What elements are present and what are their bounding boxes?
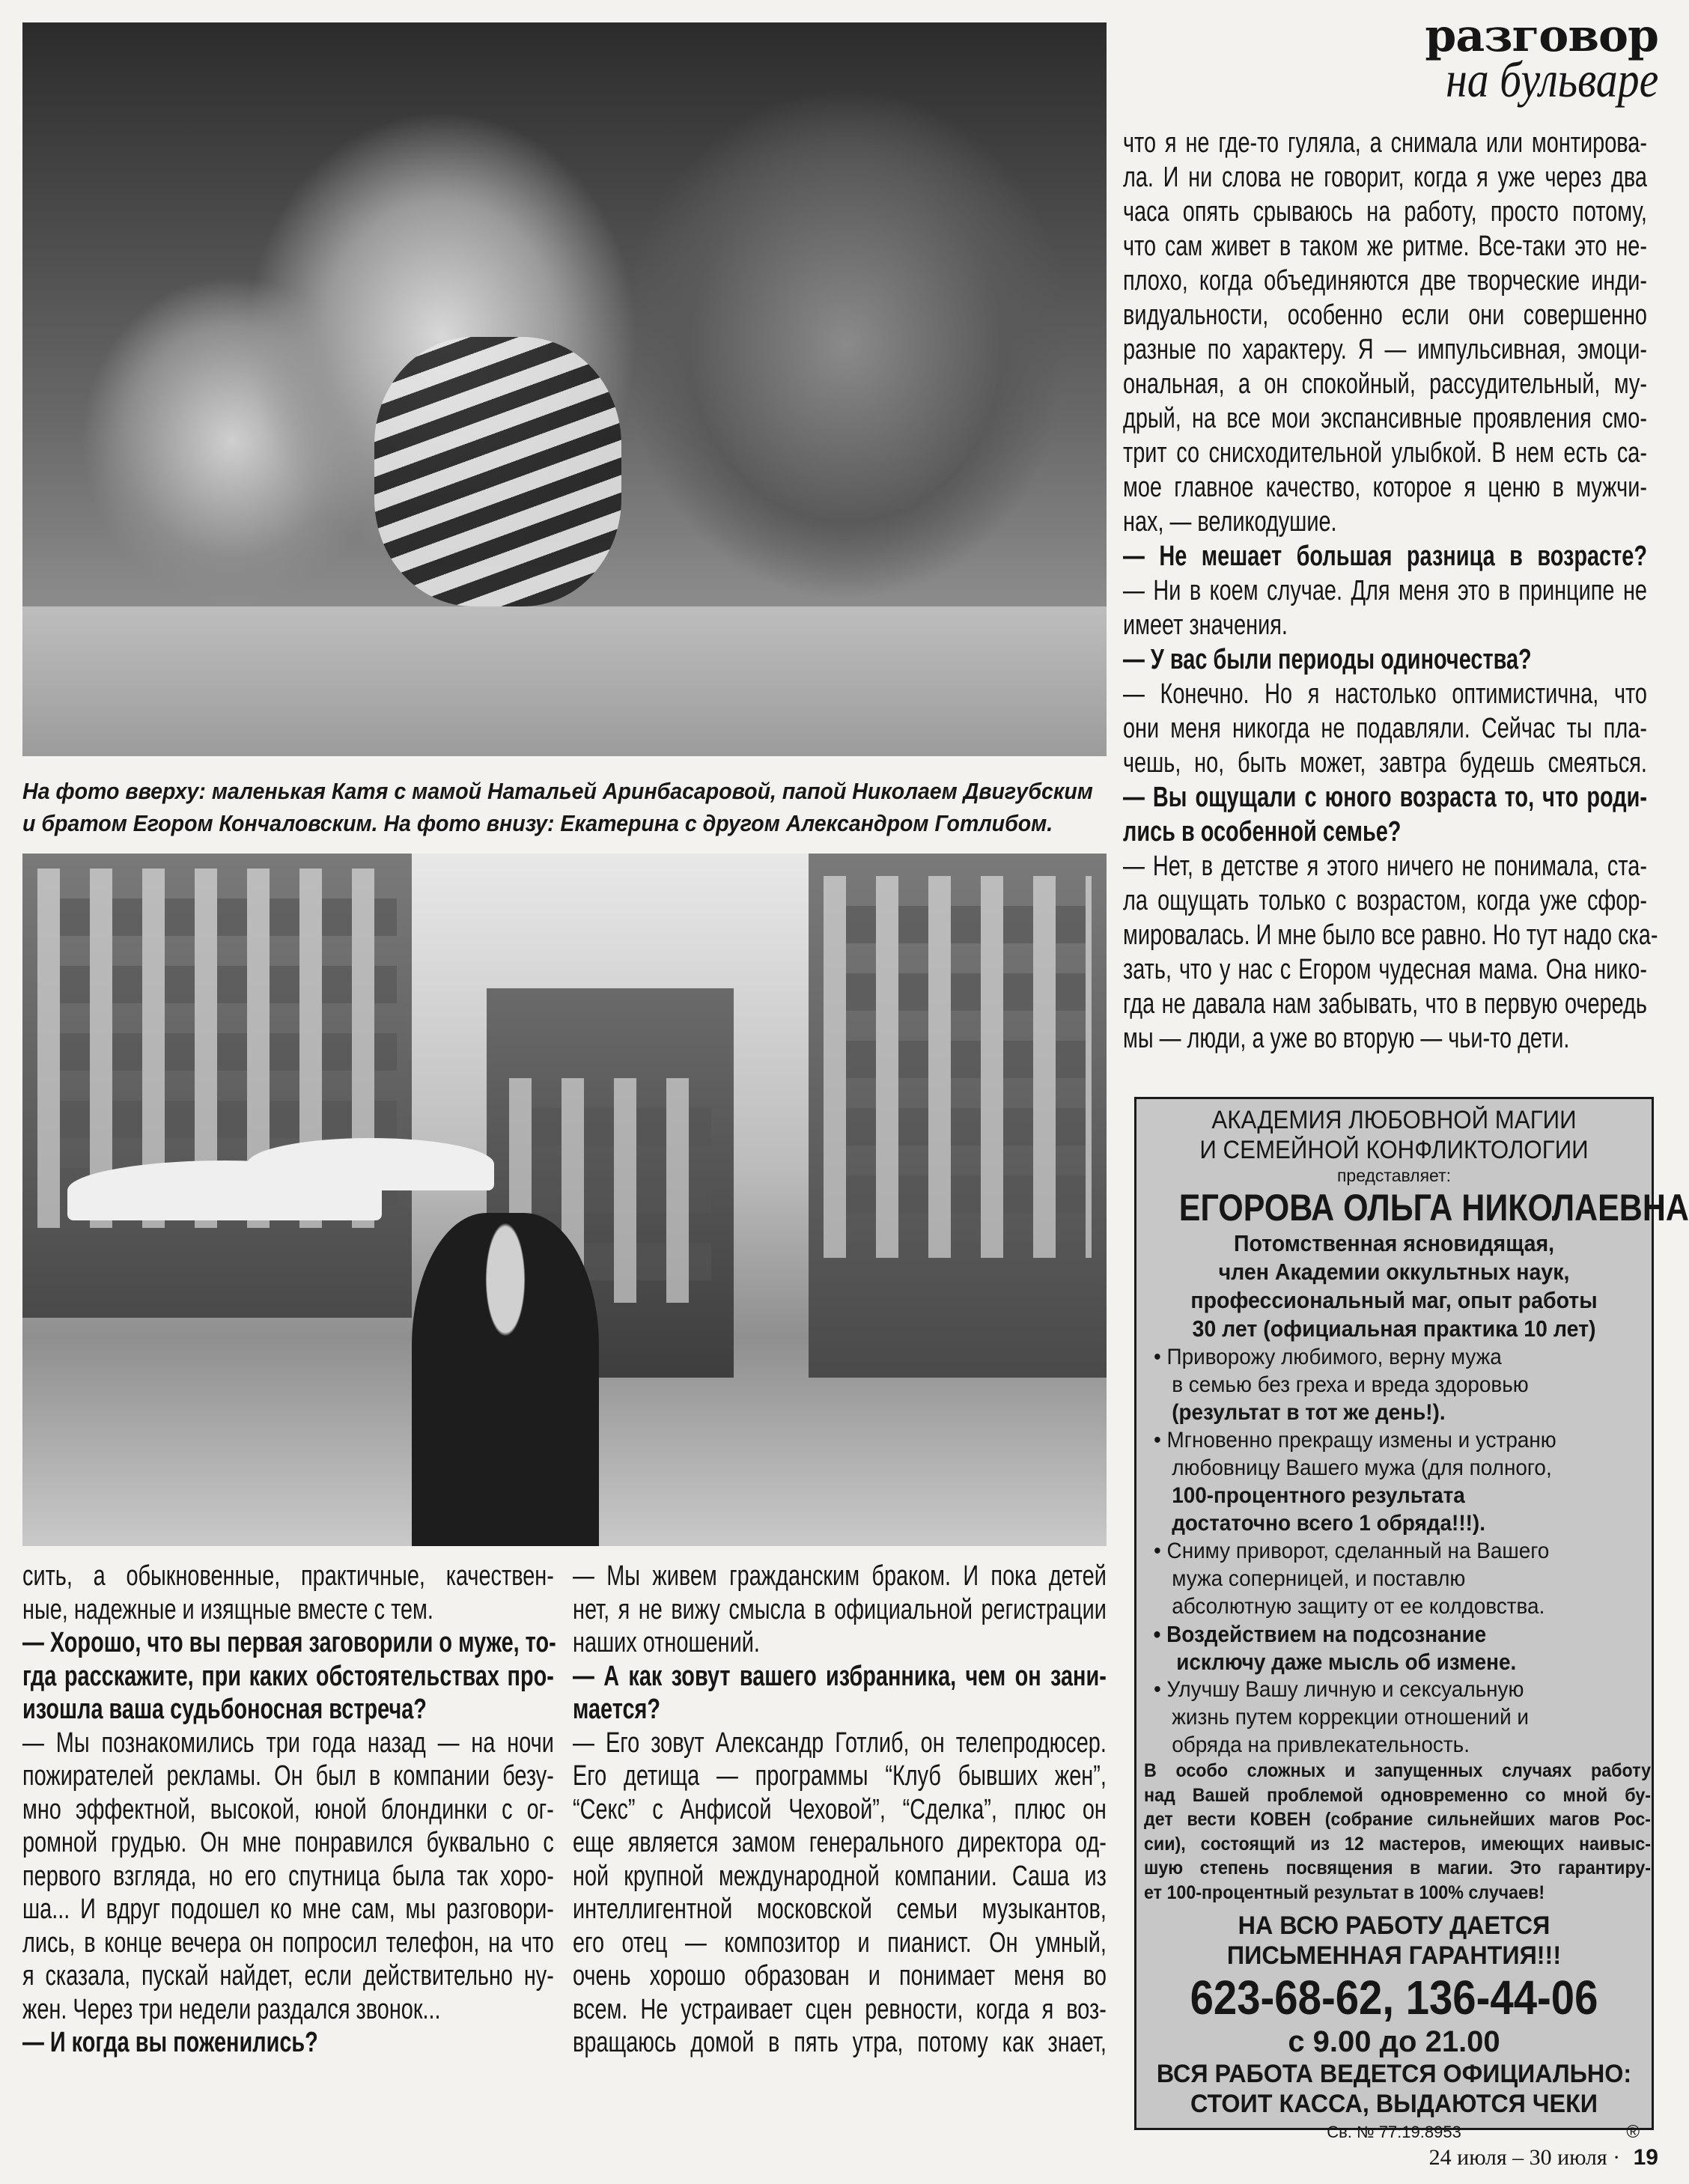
rubric-title: разговор [1425, 10, 1658, 62]
interview-question-line: — Вы ощущали с юного возраста то, что роди- [1123, 782, 1647, 813]
ad-bullet: мужа соперницей, и поставлю [1172, 1566, 1466, 1591]
article-text-line: дрый, на все мои экспансивные проявления смо- [1123, 403, 1647, 434]
ad-official: ВСЯ РАБОТА ВЕДЕТСЯ ОФИЦИАЛЬНО: [1156, 2060, 1632, 2088]
ad-registration-number: Св. № 77:19:8953 [1327, 2123, 1461, 2141]
section-rubric [1408, 10, 1658, 108]
rubric-subtitle: на бульваре [1445, 51, 1658, 108]
article-text-line: первого взгляда, но его спутница была так хоро- [22, 1860, 554, 1892]
ad-bullet: абсолютную защиту от ее колдовства. [1172, 1594, 1545, 1619]
article-text-line: — Конечно. Но я настолько оптимистична, что [1123, 678, 1647, 710]
registered-mark-icon: ® [1626, 2122, 1640, 2142]
issue-dates: 24 июля – 30 июля [1428, 2145, 1607, 2170]
ad-presents: представляет: [1336, 1166, 1452, 1185]
article-text-line: лись, в конце вечера он попросил телефон, на что [22, 1926, 554, 1959]
ad-paragraph: шую степень посвящения в магии. Это гарантиру- [1144, 1858, 1652, 1879]
photo-caption [22, 775, 1107, 839]
article-text-line: — Нет, в детстве я этого ничего не понимала, ста- [1123, 851, 1647, 882]
ad-official: СТОИТ КАССА, ВЫДАЮТСЯ ЧЕКИ [1190, 2090, 1598, 2118]
interview-question-line: лись в особенной семье? [1123, 816, 1402, 848]
ad-title: И СЕМЕЙНОЙ КОНФЛИКТОЛОГИИ [1199, 1136, 1589, 1164]
caption-line: На фото вверху: маленькая Катя с мамой Натальей Аринбасаровой, папой Николаем Двигубским [22, 778, 1093, 804]
article-column-left [22, 1560, 554, 2060]
ad-bullet: • Мгновенно прекращу измены и устраню [1154, 1428, 1556, 1453]
article-column-middle [573, 1560, 1107, 2060]
article-text-line: жен. Через три недели раздался звонок... [22, 1993, 441, 2025]
article-text-line: интеллигентной московской семьи музыкантов, [573, 1893, 1107, 1925]
article-text-line: что сам живет в таком же ритме. Все-таки это не- [1123, 231, 1647, 262]
article-text-line: мировалась. И мне было все равно. Но тут надо ска- [1123, 919, 1658, 951]
article-text-line: ные, надежные и изящные вместе с тем. [22, 1593, 433, 1625]
article-text-line: пожирателей рекламы. Он был в компании безу- [22, 1760, 554, 1792]
ad-bullet: достаточно всего 1 обряда!!!). [1172, 1511, 1485, 1536]
ad-bullet: 100-процентного результата [1172, 1483, 1465, 1508]
ad-registration [1144, 2119, 1644, 2146]
photo-floor [22, 606, 1107, 756]
page-number: 19 [1633, 2145, 1658, 2170]
ad-intro: член Академии оккультных наук, [1218, 1259, 1570, 1285]
article-text-line: зать, что у нас с Егором чудесная мама. Она нико- [1123, 954, 1647, 985]
ad-bullet: обряда на привлекательность. [1172, 1733, 1470, 1757]
article-text-line: наших отношений. [573, 1627, 760, 1658]
article-text-line: разные по характеру. Я — импульсивная, эмоци- [1123, 334, 1647, 365]
article-text-line: гда не давала нам забывать, что в первую очередь [1123, 988, 1647, 1020]
ad-paragraph: ет 100-процентный результат в 100% случаев! [1144, 1882, 1545, 1903]
article-text-line: они меня никогда не подавляли. Сейчас ты пла- [1123, 713, 1647, 744]
interview-question-line: — У вас были периоды одиночества? [1123, 644, 1532, 675]
advertisement [1134, 1097, 1689, 2142]
article-text-line: я сказала, пускай найдет, если действительно ну- [22, 1960, 554, 1992]
caption-line: и братом Егором Кончаловским. На фото внизу: Екатерина с другом Александром Готлибом. [22, 810, 1053, 836]
article-text-line: имеет значения. [1123, 609, 1288, 641]
article-text-line: — Ни в коем случае. Для меня это в принципе не [1123, 575, 1647, 606]
photo-umbrella [247, 1138, 494, 1190]
article-text-line: нах, — великодушие. [1123, 506, 1337, 538]
photo-building [809, 854, 1107, 1378]
ad-paragraph: над Вашей проблемой одновременно со мной бу- [1144, 1784, 1652, 1806]
ad-intro: профессиональный маг, опыт работы [1190, 1287, 1598, 1313]
article-column-right [1123, 126, 1658, 1056]
ad-intro: Потомственная ясновидящая, [1233, 1230, 1555, 1256]
family-photo [22, 22, 1107, 756]
interview-question-line: — Хорошо, что вы первая заговорили о муже, то- [22, 1627, 556, 1658]
article-text-line: что я не где-то гуляла, а снимала или монтирова- [1123, 127, 1647, 159]
article-text-line: — Его зовут Александр Готлиб, он телепродюсер. [573, 1727, 1107, 1759]
article-text-line: Его детища — программы “Клуб бывших жен”, [573, 1760, 1107, 1792]
article-text-line: мы — люди, а уже во вторую — чьи-то дети. [1123, 1023, 1570, 1054]
interview-question-line: — И когда вы поженились? [22, 2027, 318, 2058]
article-text-line: ной крупной международной компании. Саша из [573, 1860, 1107, 1892]
interview-question-line: — А как зовут вашего избранника, чем он зани- [573, 1660, 1107, 1692]
article-text-line: ла ощущать только с возрастом, когда уже сфор- [1123, 885, 1647, 916]
footer-separator: · [1613, 2145, 1621, 2170]
ad-bullet: • Приворожу любимого, верну мужа [1154, 1345, 1502, 1369]
ad-guarantee: ПИСЬМЕННАЯ ГАРАНТИЯ!!! [1226, 1941, 1562, 1970]
ad-bullet: жизнь путем коррекции отношений и [1172, 1705, 1530, 1730]
ad-bullet: в семью без греха и вреда здоровью [1172, 1372, 1529, 1397]
ad-bullet: любовницу Вашего мужа (для полного, [1172, 1456, 1552, 1480]
article-text-line: “Секс” с Анфисой Чеховой”, “Сделка”, плюс он [573, 1793, 1107, 1825]
ad-guarantee: НА ВСЮ РАБОТУ ДАЕТСЯ [1238, 1911, 1550, 1940]
photo-people [412, 1213, 599, 1546]
article-text-line: трит со снисходительной улыбкой. В нем есть са- [1123, 437, 1647, 469]
ad-bullet: • Воздействием на подсознание [1153, 1621, 1487, 1647]
ad-paragraph: сии), состоящий из 12 мастеров, имеющих наивыс- [1144, 1833, 1652, 1855]
article-text-line: его отец — композитор и пианист. Он умный, [573, 1926, 1107, 1959]
article-text-line: чешь, но, быть может, завтра будешь смеяться. [1123, 747, 1647, 779]
article-text-line: часа опять срываюсь на работу, просто потому, [1123, 196, 1647, 228]
article-text-line: ональная, а он спокойный, рассудительный, му- [1123, 368, 1647, 400]
article-text-line: — Мы познакомились три года назад — на ночи [22, 1727, 554, 1759]
ad-bullet: исключу даже мысль об измене. [1176, 1649, 1517, 1675]
article-text-line: мно эффектной, высокой, юной блондинки с ог- [22, 1793, 554, 1825]
ad-bullet: • Сниму приворот, сделанный на Вашего [1154, 1539, 1550, 1563]
ad-intro: 30 лет (официальная практика 10 лет) [1192, 1315, 1596, 1342]
article-text-line: сить, а обыкновенные, практичные, качествен- [22, 1560, 554, 1592]
ad-paragraph: дет вести КОВЕН (собрание сильнейших магов Рос- [1144, 1809, 1652, 1830]
page-footer [1429, 2145, 1658, 2171]
article-text-line: — Мы живем гражданским браком. И пока детей [573, 1560, 1107, 1592]
photo-building [22, 854, 412, 1318]
photo-striped-shirt [374, 337, 621, 606]
article-text-line: видуальности, особенно если они совершенно [1123, 299, 1647, 331]
article-text-line: нет, я не вижу смысла в официальной регистрации [573, 1593, 1107, 1625]
article-text-line: еще является замом генерального директора од- [573, 1827, 1107, 1858]
article-text-line: ромной грудью. Он мне понравился буквально с [22, 1827, 554, 1858]
interview-question-line: мается? [573, 1694, 661, 1725]
ad-hours: с 9.00 до 21.00 [1288, 2025, 1500, 2058]
interview-question-line: — Не мешает большая разница в возрасте? [1123, 541, 1647, 572]
article-text-line: ла. И ни слова не говорит, когда я уже через два [1123, 162, 1647, 193]
ad-phone-numbers: 623-68-62, 136-44-06 [1190, 1971, 1598, 2025]
ad-name: ЕГОРОВА ОЛЬГА НИКОЛАЕВНА [1178, 1187, 1689, 1229]
ad-bullet: (результат в тот же день!). [1172, 1400, 1446, 1425]
street-photo [22, 854, 1107, 1546]
ad-paragraph: В особо сложных и запущенных случаях работу [1144, 1760, 1652, 1781]
article-text-line: мое главное качество, которое я ценю в мужчи- [1123, 472, 1647, 503]
interview-question-line: гда расскажите, при каких обстоятельствах про- [22, 1660, 554, 1692]
ad-bullet: • Улучшу Вашу личную и сексуальную [1154, 1677, 1524, 1702]
article-text-line: плохо, когда объединяются две творческие инди- [1123, 265, 1647, 296]
interview-question-line: изошла ваша судьбоносная встреча? [22, 1694, 427, 1725]
ad-title: АКАДЕМИЯ ЛЮБОВНОЙ МАГИИ [1211, 1106, 1577, 1134]
article-text-line: очень хорошо образован и понимает меня во [573, 1960, 1107, 1992]
article-text-line: всем. Не устраивает сцен ревности, когда я воз- [573, 1993, 1107, 2025]
article-text-line: вращаюсь домой в пять утра, потому как знает, [573, 2027, 1107, 2058]
article-text-line: ша... И вдруг подошел ко мне сам, мы разговори- [22, 1893, 554, 1925]
